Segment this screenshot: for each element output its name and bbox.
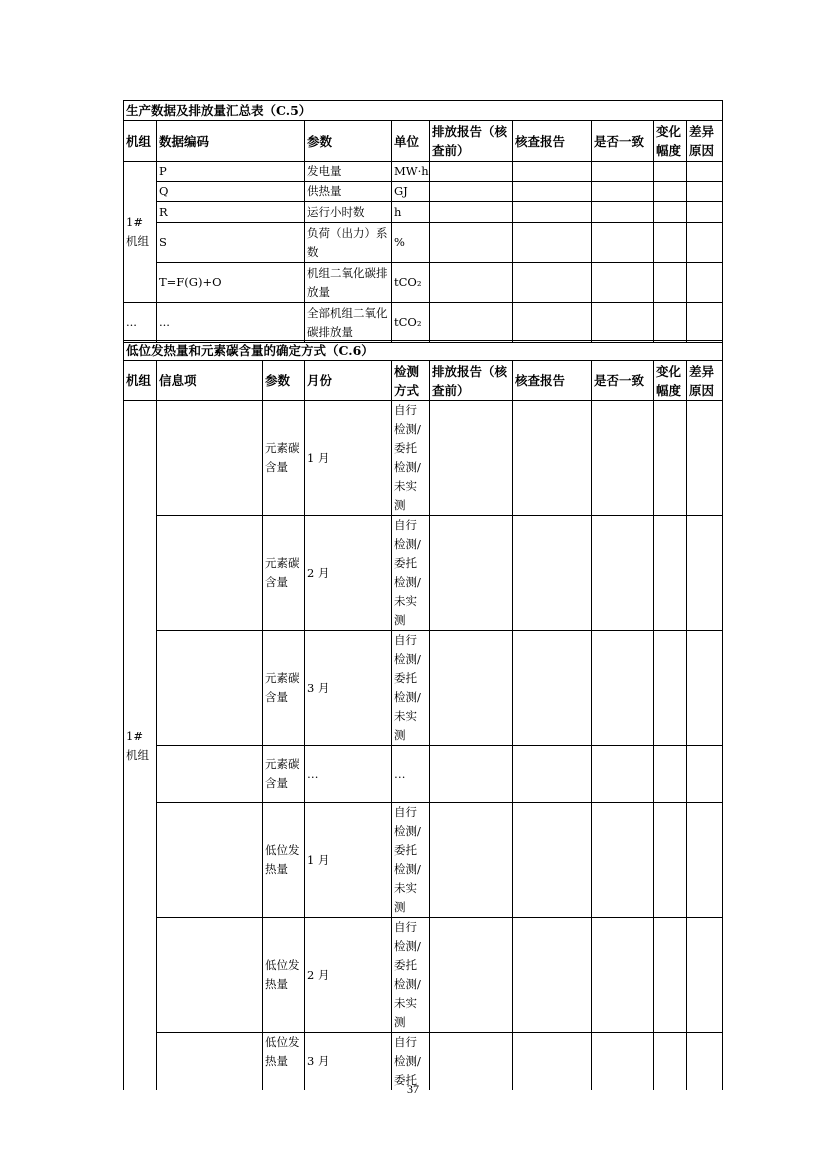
table-row <box>124 746 723 803</box>
table-row <box>124 303 723 343</box>
cell-param: 元素碳含量 <box>263 746 305 803</box>
table-row <box>124 516 723 631</box>
cell-month: 3 月 <box>305 631 392 746</box>
cell-param: 元素碳含量 <box>263 401 305 516</box>
cell-param: 机组二氧化碳排放量 <box>305 263 392 303</box>
table-title: 生产数据及排放量汇总表（C.5） <box>124 101 723 121</box>
unit-label: 1#机组 <box>124 162 157 303</box>
cell-code: Q <box>157 182 305 202</box>
table-row <box>124 263 723 303</box>
table-row <box>124 223 723 263</box>
cell-method: 自行检测/委托检测/未实测 <box>392 918 430 1033</box>
cell-unit: tCO₂ <box>392 303 430 343</box>
header-info: 信息项 <box>157 361 263 401</box>
cell-unit: MW·h <box>392 162 430 182</box>
cell-code: P <box>157 162 305 182</box>
cell-month: 3 月 <box>305 1033 392 1091</box>
cell-param: 供热量 <box>305 182 392 202</box>
cell-code: ... <box>157 303 305 343</box>
header-unit: 机组 <box>124 121 157 162</box>
cell-param: 元素碳含量 <box>263 631 305 746</box>
cell-param: 全部机组二氧化碳排放量 <box>305 303 392 343</box>
cell-param: 发电量 <box>305 162 392 182</box>
header-param: 参数 <box>305 121 392 162</box>
cell-method: 自行检测/委托检测/未实测 <box>392 516 430 631</box>
table-row <box>124 162 723 182</box>
cell-month: 1 月 <box>305 803 392 918</box>
table-row <box>124 803 723 918</box>
header-method: 检测方式 <box>392 361 430 401</box>
cell-method: 自行检测/委托检测/未实测 <box>392 803 430 918</box>
header-code: 数据编码 <box>157 121 305 162</box>
header-unit: 机组 <box>124 361 157 401</box>
cell-month: 1 月 <box>305 401 392 516</box>
cell-method: … <box>392 746 430 803</box>
header-param: 参数 <box>263 361 305 401</box>
cell-code: T=F(G)+O <box>157 263 305 303</box>
table-row <box>124 202 723 223</box>
table-row <box>124 631 723 746</box>
table-row <box>124 401 723 516</box>
production-data-table <box>123 100 723 343</box>
header-emission-report: 排放报告（核查前） <box>430 121 513 162</box>
cell-method: 自行检测/委托 <box>392 1033 430 1091</box>
cell-param: 低位发热量 <box>263 1033 305 1091</box>
cell-param: 元素碳含量 <box>263 516 305 631</box>
header-reason: 差异原因 <box>687 121 723 162</box>
cell-code: R <box>157 202 305 223</box>
cell-unit: tCO₂ <box>392 263 430 303</box>
cell-method: 自行检测/委托检测/未实测 <box>392 631 430 746</box>
cell-param: 运行小时数 <box>305 202 392 223</box>
header-change: 变化幅度 <box>654 361 687 401</box>
header-month: 月份 <box>305 361 392 401</box>
header-verification-report: 核查报告 <box>513 121 592 162</box>
cell-unit: % <box>392 223 430 263</box>
cell-code: S <box>157 223 305 263</box>
header-verification-report: 核查报告 <box>513 361 592 401</box>
cell-unit-all: ... <box>124 303 157 343</box>
determination-method-table <box>123 340 723 1090</box>
cell-method: 自行检测/委托检测/未实测 <box>392 401 430 516</box>
page-number: 37 <box>407 1082 419 1096</box>
cell-unit: h <box>392 202 430 223</box>
header-reason: 差异原因 <box>687 361 723 401</box>
table-title: 低位发热量和元素碳含量的确定方式（C.6） <box>124 341 723 361</box>
cell-param: 低位发热量 <box>263 918 305 1033</box>
header-unit-of-measure: 单位 <box>392 121 430 162</box>
cell-unit: GJ <box>392 182 430 202</box>
table-row <box>124 918 723 1033</box>
cell-param: 负荷（出力）系数 <box>305 223 392 263</box>
table-row <box>124 182 723 202</box>
cell-month: 2 月 <box>305 918 392 1033</box>
header-change: 变化幅度 <box>654 121 687 162</box>
unit-label: 1#机组 <box>124 401 157 1091</box>
header-consistent: 是否一致 <box>592 121 654 162</box>
header-consistent: 是否一致 <box>592 361 654 401</box>
cell-param: 低位发热量 <box>263 803 305 918</box>
cell-month: … <box>305 746 392 803</box>
header-emission-report: 排放报告（核查前） <box>430 361 513 401</box>
cell-month: 2 月 <box>305 516 392 631</box>
